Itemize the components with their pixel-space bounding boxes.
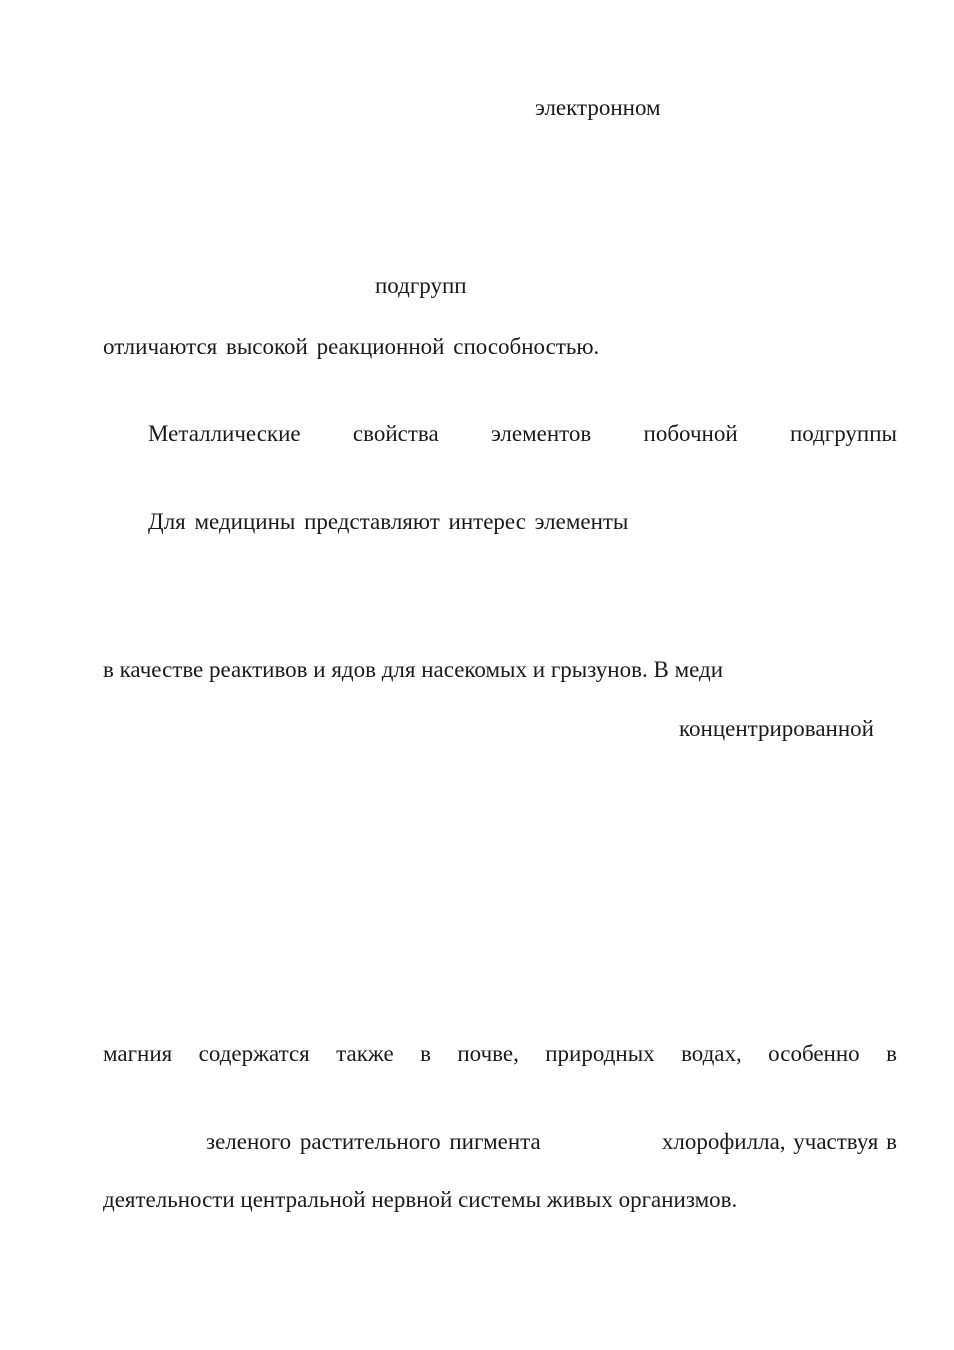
text-fragment-concentrated: концентрированной (679, 716, 874, 741)
word: элементов (490, 421, 592, 446)
text-fragment-electronic: электронном (535, 95, 661, 120)
word: также (336, 1041, 394, 1066)
text-fragment-subgroups: подгрупп (375, 273, 467, 298)
word: свойства (352, 421, 439, 446)
word: почве, (457, 1041, 519, 1066)
word: особенно (768, 1041, 860, 1066)
word: подгруппы (789, 421, 897, 446)
text-line-reagents: в качестве реактивов и ядов для насекомых и грызунов. В меди (103, 657, 724, 682)
word: магния (103, 1041, 173, 1066)
text-line-nervous-system: деятельности центральной нервной системы живых организмов. (103, 1187, 738, 1212)
word: Металлические (148, 421, 301, 446)
text-line-pigment: зеленого растительного пигмента (206, 1129, 541, 1154)
text-line-medicine-interest: Для медицины представляют интерес элементы (148, 509, 629, 534)
word: содержатся (198, 1041, 310, 1066)
text-line-metallic-properties (148, 420, 897, 448)
word: в (420, 1041, 431, 1066)
word: водах, (681, 1041, 742, 1066)
word: побочной (643, 421, 738, 446)
word: в (886, 1041, 897, 1066)
word: природных (545, 1041, 655, 1066)
text-line-reactivity: отличаются высокой реакционной способностью. (103, 334, 600, 359)
text-line-chlorophyll: хлорофилла, участвуя в (661, 1129, 897, 1154)
text-line-magnesium (103, 1040, 897, 1068)
